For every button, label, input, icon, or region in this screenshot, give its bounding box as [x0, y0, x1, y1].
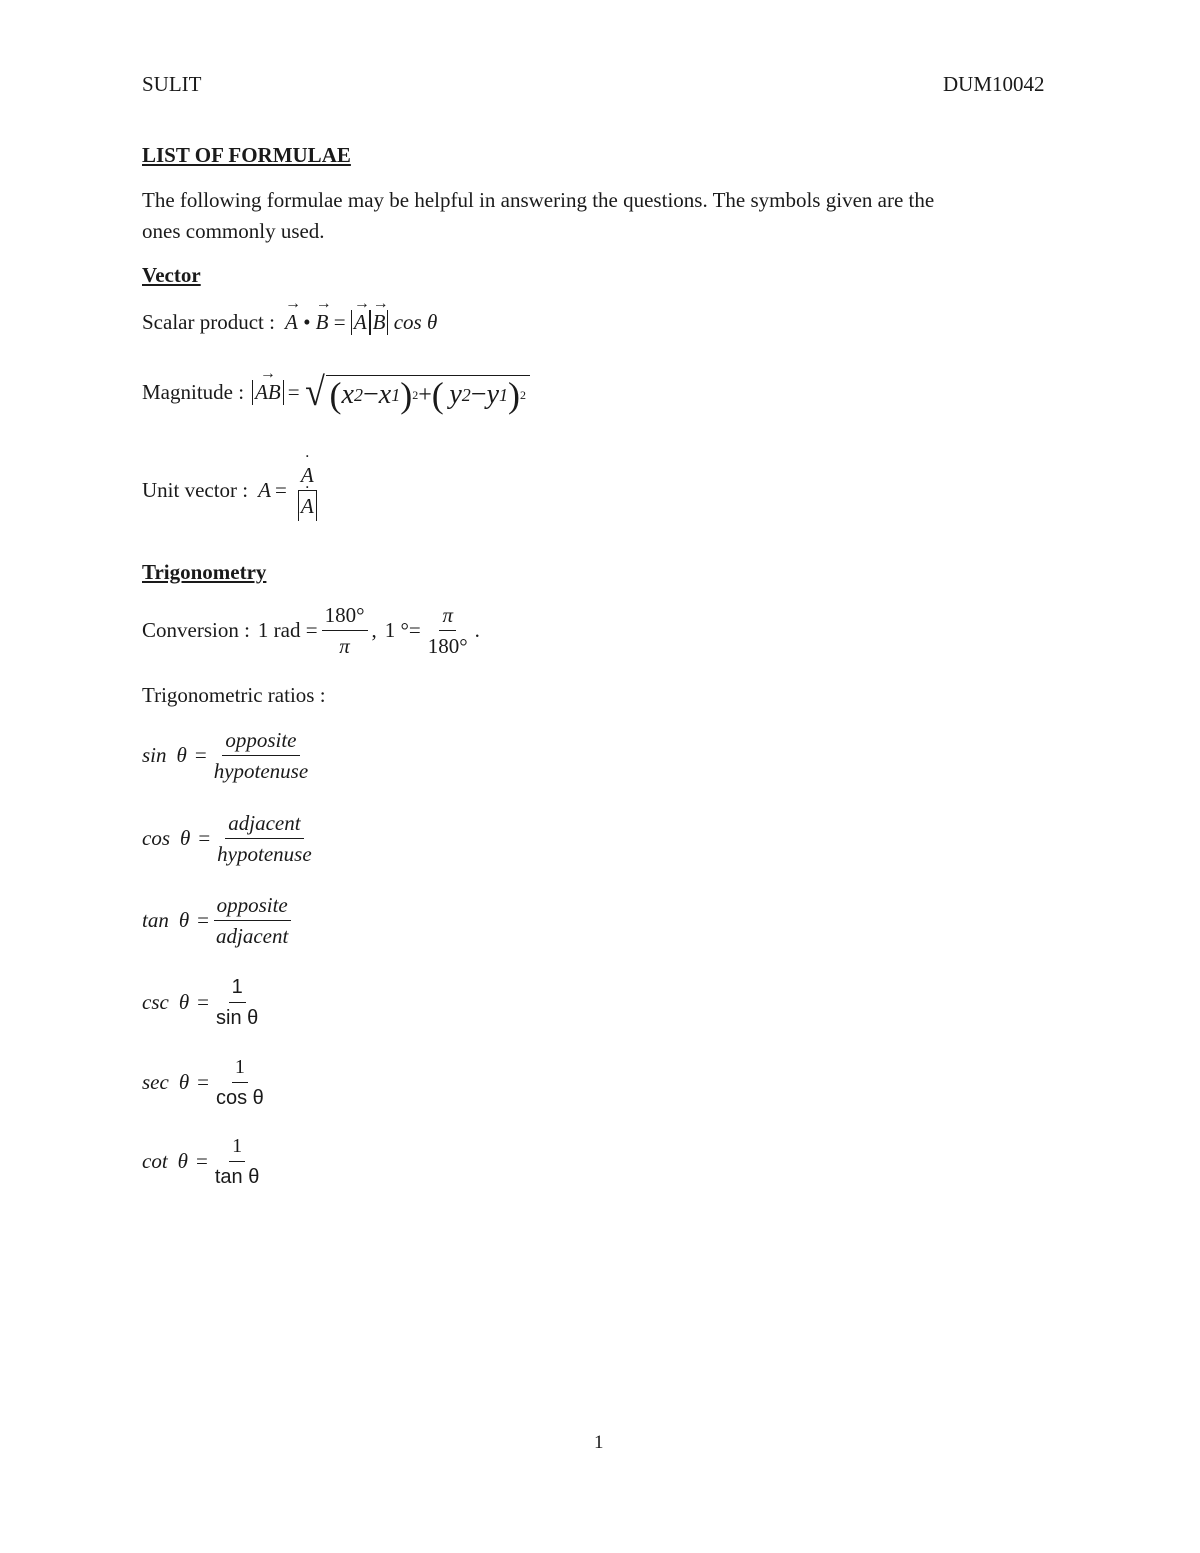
ratio-cos-lhs: cos: [142, 826, 170, 850]
ratio-cot-den: tan θ: [214, 1166, 260, 1188]
header-right: DUM10042: [943, 72, 1045, 96]
ratio-sin: sin θ = $\frac{\text{opposite}}{\text{hypotenuse}}$: [142, 725, 315, 786]
ratio-tan-den: adjacent: [216, 924, 289, 948]
ratio-cot-num: 1: [229, 1131, 245, 1162]
ratio-sec-fraction: [213, 1052, 267, 1113]
scalar-product-formula: [142, 310, 437, 335]
ratio-sin-den: hypotenuse: [213, 759, 309, 783]
ratio-tan-lhs: tan: [142, 908, 169, 932]
conversion-fraction-2: [425, 600, 471, 661]
ratio-sec-den: cos θ: [216, 1087, 264, 1109]
scalar-product-label: Scalar product :: [142, 310, 275, 334]
conversion-fraction-2-den: 180°: [427, 634, 468, 658]
conversion-fraction-1-den: π: [339, 634, 350, 658]
ratio-sin-fraction: [211, 725, 311, 786]
ratio-csc: csc θ = $\frac{1}{\text{sin θ}}$: [142, 972, 265, 1033]
intro-line-1: The following formulae may be helpful in answering the questions. The symbols given are the: [142, 188, 935, 212]
ratio-cot-lhs: cot: [142, 1149, 168, 1173]
ratio-csc-lhs: csc: [142, 990, 169, 1014]
trigonometry-heading: Trigonometry: [142, 560, 267, 584]
unit-vector-expression: A = ˙ A ˙ A: [258, 460, 324, 521]
ratio-cos-num: adjacent: [225, 808, 303, 839]
header-left: SULIT: [142, 72, 202, 96]
intro-line-2: ones commonly used.: [142, 219, 325, 243]
page-number: 1: [594, 1432, 604, 1453]
unit-vector-formula: [142, 460, 324, 521]
ratio-cos-fraction: [214, 808, 314, 869]
conversion-label: Conversion :: [142, 618, 250, 642]
trig-ratios-label: Trigonometric ratios :: [142, 683, 326, 707]
conversion-end: .: [474, 618, 480, 642]
ratio-sec-lhs: sec: [142, 1070, 169, 1094]
ratio-csc-num: 1: [229, 972, 246, 1003]
conversion-1deg: 1 °=: [384, 618, 421, 642]
conversion-fraction-2-num: π: [439, 600, 456, 631]
ratio-sec-num: 1: [232, 1052, 248, 1083]
conversion-separator: ,: [371, 618, 377, 642]
magnitude-formula: [142, 369, 530, 415]
ratio-tan-fraction: [213, 890, 291, 951]
page-title: LIST OF FORMULAE: [142, 143, 351, 167]
ratio-sec: sec θ = $\frac{1}{\text{cos θ}}$: [142, 1052, 271, 1113]
vector-heading: Vector: [142, 263, 201, 287]
ratio-csc-den: sin θ: [216, 1007, 259, 1029]
ratio-sin-lhs: sin: [142, 743, 167, 767]
ratio-tan-num: opposite: [214, 890, 291, 921]
ratio-cot: cot θ = $\frac{1}{\text{tan θ}}$: [142, 1131, 266, 1192]
conversion-fraction-1-num: 180°: [322, 600, 368, 631]
unit-vector-label: Unit vector :: [142, 478, 249, 502]
ratio-tan: tan θ = $\frac{\text{opposite}}{\text{adjacent}}$: [142, 890, 295, 951]
ratio-cot-fraction: [212, 1131, 262, 1192]
conversion-formula: [142, 600, 480, 661]
ratio-cos: cos θ = $\frac{\text{adjacent}}{\text{hypotenuse}}$: [142, 808, 319, 869]
conversion-1rad: 1 rad =: [257, 618, 318, 642]
magnitude-label: Magnitude :: [142, 379, 245, 404]
magnitude-expression: → AB = √ ( x 2 − x 1 ) 2 + ( y 2 − y 1 ) 2: [252, 372, 530, 412]
ratio-sin-num: opposite: [222, 725, 299, 756]
ratio-csc-fraction: [213, 972, 261, 1033]
ratio-cos-den: hypotenuse: [217, 842, 312, 866]
scalar-product-expression: → A • → B = → A→ B cos θ: [285, 310, 437, 335]
conversion-fraction-1: [322, 600, 368, 661]
